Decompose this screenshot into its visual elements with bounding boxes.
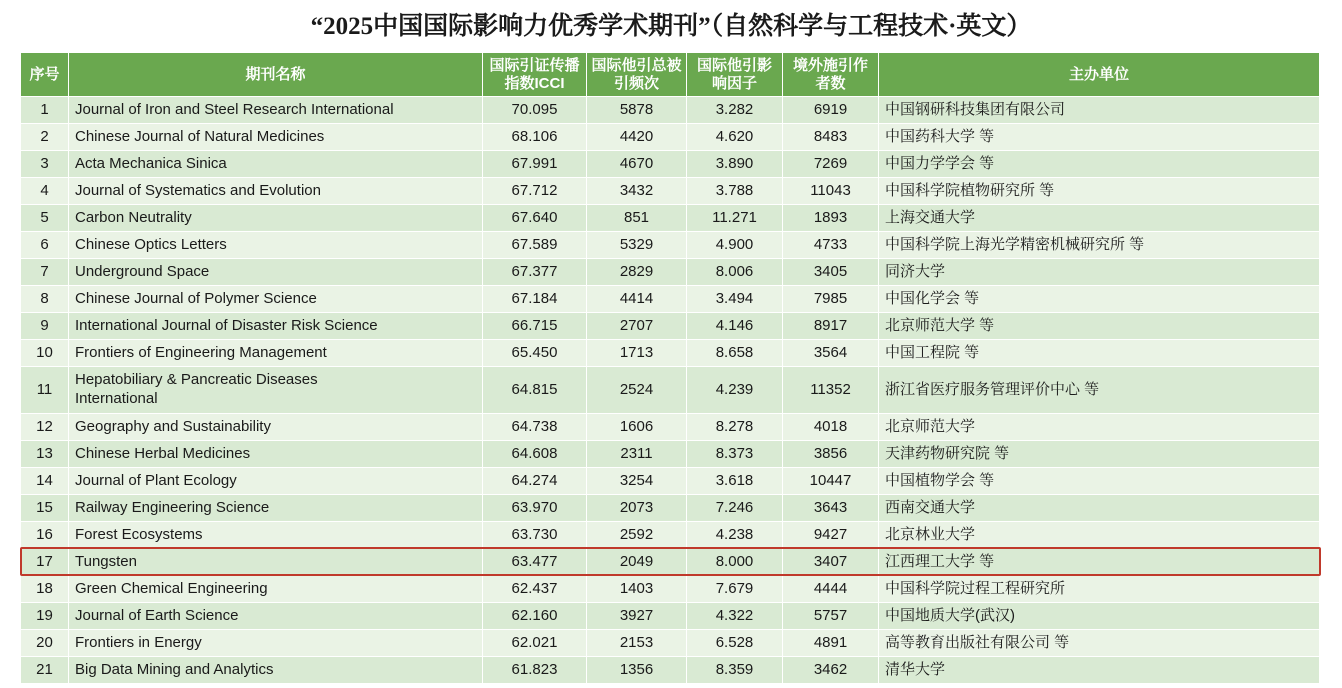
cell-journal-name: International Journal of Disaster Risk Science <box>69 313 483 340</box>
cell-overseas-authors: 1893 <box>783 205 879 232</box>
table-row[interactable] <box>21 313 1320 340</box>
cell-impact-factor: 4.239 <box>687 367 783 414</box>
table-row[interactable] <box>21 602 1320 629</box>
page-title <box>0 0 1342 52</box>
column-header-seq[interactable]: 序号 <box>21 53 69 97</box>
table-body <box>21 97 1320 684</box>
cell-overseas-authors: 7985 <box>783 286 879 313</box>
table-row[interactable] <box>21 521 1320 548</box>
cell-impact-factor: 8.373 <box>687 440 783 467</box>
cell-icci: 65.450 <box>483 340 587 367</box>
table-row[interactable] <box>21 413 1320 440</box>
journal-name-line1: Hepatobiliary & Pancreatic Diseases <box>75 371 318 388</box>
cell-seq: 21 <box>21 656 69 683</box>
cell-icci: 61.823 <box>483 656 587 683</box>
cell-overseas-authors: 3564 <box>783 340 879 367</box>
cell-impact-factor: 4.900 <box>687 232 783 259</box>
cell-impact-factor: 8.278 <box>687 413 783 440</box>
cell-total-citations: 1403 <box>587 575 687 602</box>
cell-overseas-authors: 11043 <box>783 178 879 205</box>
cell-seq: 3 <box>21 151 69 178</box>
table-row[interactable] <box>21 97 1320 124</box>
table-row[interactable] <box>21 656 1320 683</box>
cell-total-citations: 2153 <box>587 629 687 656</box>
cell-overseas-authors: 4444 <box>783 575 879 602</box>
cell-impact-factor: 7.679 <box>687 575 783 602</box>
table-row[interactable] <box>21 124 1320 151</box>
cell-seq: 9 <box>21 313 69 340</box>
cell-seq: 13 <box>21 440 69 467</box>
cell-organization: 中国化学会 等 <box>879 286 1320 313</box>
cell-total-citations: 4420 <box>587 124 687 151</box>
cell-seq: 10 <box>21 340 69 367</box>
cell-seq: 16 <box>21 521 69 548</box>
cell-journal-name: Tungsten <box>69 548 483 575</box>
cell-impact-factor: 7.246 <box>687 494 783 521</box>
cell-organization: 北京师范大学 等 <box>879 313 1320 340</box>
cell-icci: 64.608 <box>483 440 587 467</box>
cell-organization: 中国钢研科技集团有限公司 <box>879 97 1320 124</box>
cell-total-citations: 2829 <box>587 259 687 286</box>
cell-impact-factor: 4.322 <box>687 602 783 629</box>
cell-impact-factor: 6.528 <box>687 629 783 656</box>
cell-icci: 67.589 <box>483 232 587 259</box>
cell-total-citations: 1713 <box>587 340 687 367</box>
cell-organization: 中国药科大学 等 <box>879 124 1320 151</box>
cell-journal-name: Chinese Journal of Polymer Science <box>69 286 483 313</box>
cell-journal-name: Journal of Systematics and Evolution <box>69 178 483 205</box>
cell-total-citations: 2311 <box>587 440 687 467</box>
cell-total-citations: 2073 <box>587 494 687 521</box>
column-header-cites[interactable]: 国际他引总被引频次 <box>587 53 687 97</box>
cell-icci: 64.738 <box>483 413 587 440</box>
cell-journal-name: Journal of Plant Ecology <box>69 467 483 494</box>
table-row[interactable] <box>21 286 1320 313</box>
cell-seq: 5 <box>21 205 69 232</box>
cell-seq: 4 <box>21 178 69 205</box>
cell-total-citations: 5878 <box>587 97 687 124</box>
cell-impact-factor: 4.620 <box>687 124 783 151</box>
cell-journal-name: Underground Space <box>69 259 483 286</box>
cell-journal-name: Carbon Neutrality <box>69 205 483 232</box>
cell-seq: 11 <box>21 367 69 414</box>
cell-seq: 17 <box>21 548 69 575</box>
cell-overseas-authors: 4733 <box>783 232 879 259</box>
journal-name-line2: International <box>75 389 158 407</box>
cell-organization: 高等教育出版社有限公司 等 <box>879 629 1320 656</box>
cell-impact-factor: 4.146 <box>687 313 783 340</box>
cell-journal-name: Chinese Journal of Natural Medicines <box>69 124 483 151</box>
cell-overseas-authors: 3856 <box>783 440 879 467</box>
table-row[interactable] <box>21 259 1320 286</box>
table-row[interactable] <box>21 340 1320 367</box>
cell-overseas-authors: 8483 <box>783 124 879 151</box>
cell-journal-name: Green Chemical Engineering <box>69 575 483 602</box>
cell-total-citations: 1606 <box>587 413 687 440</box>
table-row[interactable] <box>21 232 1320 259</box>
cell-organization: 天津药物研究院 等 <box>879 440 1320 467</box>
cell-impact-factor: 3.890 <box>687 151 783 178</box>
cell-impact-factor: 8.006 <box>687 259 783 286</box>
cell-icci: 62.160 <box>483 602 587 629</box>
cell-impact-factor: 4.238 <box>687 521 783 548</box>
cell-total-citations: 1356 <box>587 656 687 683</box>
table-row[interactable] <box>21 178 1320 205</box>
cell-organization: 上海交通大学 <box>879 205 1320 232</box>
cell-organization: 同济大学 <box>879 259 1320 286</box>
table-row[interactable] <box>21 494 1320 521</box>
cell-total-citations: 5329 <box>587 232 687 259</box>
cell-organization: 清华大学 <box>879 656 1320 683</box>
cell-overseas-authors: 3405 <box>783 259 879 286</box>
cell-icci: 64.815 <box>483 367 587 414</box>
column-header-icci[interactable]: 国际引证传播指数ICCI <box>483 53 587 97</box>
cell-organization: 浙江省医疗服务管理评价中心 等 <box>879 367 1320 414</box>
cell-journal-name: Chinese Optics Letters <box>69 232 483 259</box>
cell-total-citations: 2524 <box>587 367 687 414</box>
cell-overseas-authors: 10447 <box>783 467 879 494</box>
column-header-authors[interactable]: 境外施引作者数 <box>783 53 879 97</box>
table-row[interactable] <box>21 467 1320 494</box>
cell-overseas-authors: 5757 <box>783 602 879 629</box>
cell-organization: 北京林业大学 <box>879 521 1320 548</box>
cell-journal-name: Big Data Mining and Analytics <box>69 656 483 683</box>
cell-overseas-authors: 7269 <box>783 151 879 178</box>
cell-overseas-authors: 8917 <box>783 313 879 340</box>
cell-total-citations: 851 <box>587 205 687 232</box>
cell-impact-factor: 3.788 <box>687 178 783 205</box>
table-row[interactable] <box>21 575 1320 602</box>
cell-seq: 15 <box>21 494 69 521</box>
cell-icci: 68.106 <box>483 124 587 151</box>
cell-organization: 中国植物学会 等 <box>879 467 1320 494</box>
cell-seq: 7 <box>21 259 69 286</box>
cell-journal-name: Forest Ecosystems <box>69 521 483 548</box>
cell-overseas-authors: 4891 <box>783 629 879 656</box>
cell-organization: 江西理工大学 等 <box>879 548 1320 575</box>
cell-organization: 北京师范大学 <box>879 413 1320 440</box>
cell-journal-name: Frontiers of Engineering Management <box>69 340 483 367</box>
cell-icci: 62.021 <box>483 629 587 656</box>
column-header-organization[interactable]: 主办单位 <box>879 53 1320 97</box>
cell-impact-factor: 3.618 <box>687 467 783 494</box>
cell-seq: 20 <box>21 629 69 656</box>
cell-overseas-authors: 4018 <box>783 413 879 440</box>
cell-total-citations: 2049 <box>587 548 687 575</box>
cell-total-citations: 4414 <box>587 286 687 313</box>
cell-overseas-authors: 3462 <box>783 656 879 683</box>
cell-icci: 67.184 <box>483 286 587 313</box>
cell-total-citations: 2707 <box>587 313 687 340</box>
cell-journal-name: Frontiers in Energy <box>69 629 483 656</box>
cell-icci: 67.377 <box>483 259 587 286</box>
cell-impact-factor: 3.494 <box>687 286 783 313</box>
cell-overseas-authors: 9427 <box>783 521 879 548</box>
cell-seq: 14 <box>21 467 69 494</box>
cell-overseas-authors: 3643 <box>783 494 879 521</box>
table-header-row <box>21 53 1320 97</box>
cell-organization: 中国科学院上海光学精密机械研究所 等 <box>879 232 1320 259</box>
cell-organization: 西南交通大学 <box>879 494 1320 521</box>
table-row[interactable] <box>21 205 1320 232</box>
cell-icci: 70.095 <box>483 97 587 124</box>
cell-total-citations: 2592 <box>587 521 687 548</box>
table-row[interactable] <box>21 151 1320 178</box>
cell-overseas-authors: 6919 <box>783 97 879 124</box>
column-header-name[interactable]: 期刊名称 <box>69 53 483 97</box>
cell-icci: 63.970 <box>483 494 587 521</box>
cell-icci: 66.715 <box>483 313 587 340</box>
cell-seq: 18 <box>21 575 69 602</box>
cell-total-citations: 3927 <box>587 602 687 629</box>
cell-organization: 中国工程院 等 <box>879 340 1320 367</box>
table-header <box>21 53 1320 97</box>
table-row[interactable] <box>21 548 1320 575</box>
cell-impact-factor: 8.658 <box>687 340 783 367</box>
cell-journal-name: Chinese Herbal Medicines <box>69 440 483 467</box>
cell-organization: 中国科学院过程工程研究所 <box>879 575 1320 602</box>
cell-icci: 67.640 <box>483 205 587 232</box>
cell-impact-factor: 8.359 <box>687 656 783 683</box>
page-title-text: “2025中国国际影响力优秀学术期刊”（自然科学与工程技术·英文） <box>310 13 1032 40</box>
cell-total-citations: 3432 <box>587 178 687 205</box>
cell-impact-factor: 3.282 <box>687 97 783 124</box>
cell-overseas-authors: 11352 <box>783 367 879 414</box>
cell-icci: 62.437 <box>483 575 587 602</box>
cell-organization: 中国力学学会 等 <box>879 151 1320 178</box>
cell-icci: 63.730 <box>483 521 587 548</box>
cell-seq: 19 <box>21 602 69 629</box>
cell-total-citations: 4670 <box>587 151 687 178</box>
cell-impact-factor: 8.000 <box>687 548 783 575</box>
cell-icci: 64.274 <box>483 467 587 494</box>
cell-total-citations: 3254 <box>587 467 687 494</box>
column-header-impact-factor[interactable]: 国际他引影响因子 <box>687 53 783 97</box>
cell-seq: 8 <box>21 286 69 313</box>
table-row[interactable] <box>21 629 1320 656</box>
cell-icci: 67.712 <box>483 178 587 205</box>
cell-icci: 67.991 <box>483 151 587 178</box>
journal-ranking-table <box>20 52 1320 684</box>
cell-journal-name: Acta Mechanica Sinica <box>69 151 483 178</box>
cell-icci: 63.477 <box>483 548 587 575</box>
cell-seq: 6 <box>21 232 69 259</box>
table-row[interactable] <box>21 440 1320 467</box>
cell-journal-name: Geography and Sustainability <box>69 413 483 440</box>
cell-seq: 2 <box>21 124 69 151</box>
cell-organization: 中国地质大学(武汉) <box>879 602 1320 629</box>
cell-seq: 1 <box>21 97 69 124</box>
cell-overseas-authors: 3407 <box>783 548 879 575</box>
cell-seq: 12 <box>21 413 69 440</box>
cell-journal-name: Railway Engineering Science <box>69 494 483 521</box>
cell-journal-name: Journal of Iron and Steel Research International <box>69 97 483 124</box>
cell-organization: 中国科学院植物研究所 等 <box>879 178 1320 205</box>
table-row[interactable] <box>21 367 1320 414</box>
cell-journal-name <box>69 367 483 414</box>
cell-impact-factor: 11.271 <box>687 205 783 232</box>
cell-journal-name: Journal of Earth Science <box>69 602 483 629</box>
